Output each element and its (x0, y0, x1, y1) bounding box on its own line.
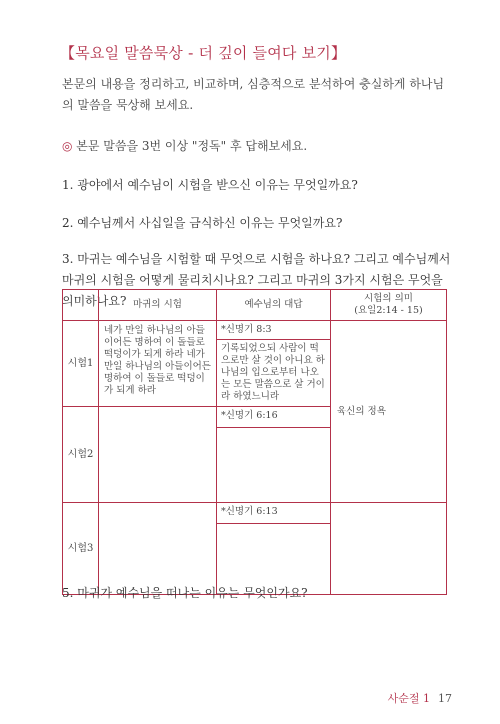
answer-cell (217, 503, 331, 595)
table-row (63, 503, 447, 595)
answer-text (217, 428, 330, 434)
intro-text: 본문의 내용을 정리하고, 비교하며, 심층적으로 분석하여 충실하게 하나님의 말씀을 묵상해 보세요. (62, 77, 445, 112)
header-temptation: 마귀의 시험 (99, 290, 217, 321)
instruction (62, 137, 307, 154)
header-meaning (331, 290, 447, 321)
footer-label: 사순절 1 (387, 692, 430, 705)
header-meaning-text: 시험의 의미 (요일2:14 - 15) (354, 293, 423, 316)
row-label: 시험1 (63, 321, 99, 407)
answer-cell (217, 321, 331, 407)
answer-cell (217, 407, 331, 503)
table-row (63, 321, 447, 407)
temptation-cell (99, 407, 217, 503)
section-title: 【목요일 말씀묵상 - 더 깊이 들여다 보기】 (60, 44, 347, 62)
question-1: 1. 광야에서 예수님이 시험을 받으신 이유는 무엇일까요? (62, 178, 358, 192)
temptation-cell: 네가 만일 하나님의 아들이어든 명하여 이 돌들로 떡덩이가 되게 하라 네가 만일 하나님의 아들이어든 명하여 이 돌들로 떡덩이가 되게 하라 (99, 321, 217, 407)
header-blank (63, 290, 99, 321)
meaning-cell: 육신의 정욕 (331, 321, 447, 503)
table-header-row (63, 290, 447, 321)
answer-reference: *신명기 6:13 (217, 503, 330, 524)
circle-bullet-icon: ◎ (62, 139, 73, 153)
header-answer: 예수님의 대답 (217, 290, 331, 321)
instruction-text: 본문 말씀을 3번 이상 "정독" 후 답해보세요. (72, 139, 308, 153)
answer-reference: *신명기 6:16 (217, 407, 330, 428)
question-3: 3. 마귀는 예수님을 시험할 때 무엇으로 시험을 하나요? 그리고 예수님께서 마귀의 시험을 어떻게 물리치시나요? 그리고 마귀의 3가지 시험은 무엇을 의미하나요? (62, 252, 451, 308)
question-5: 5. 마귀가 예수님을 떠나는 이유는 무엇인가요? (62, 586, 308, 600)
meaning-cell (331, 503, 447, 595)
question-2: 2. 예수님께서 사십일을 금식하신 이유는 무엇일까요? (62, 216, 343, 230)
page-footer (388, 690, 452, 706)
row-label: 시험3 (63, 503, 99, 595)
temptation-table (62, 289, 447, 595)
temptation-cell (99, 503, 217, 595)
answer-text: 기록되었으되 사람이 떡으로만 살 것이 아니요 하나님의 입으로부터 나오는 모든 말씀으로 살 거이라 하였느니라 (221, 343, 325, 402)
answer-reference: *신명기 8:3 (217, 321, 330, 340)
page-number: 17 (438, 692, 452, 705)
row-label: 시험2 (63, 407, 99, 503)
answer-text (217, 524, 330, 530)
